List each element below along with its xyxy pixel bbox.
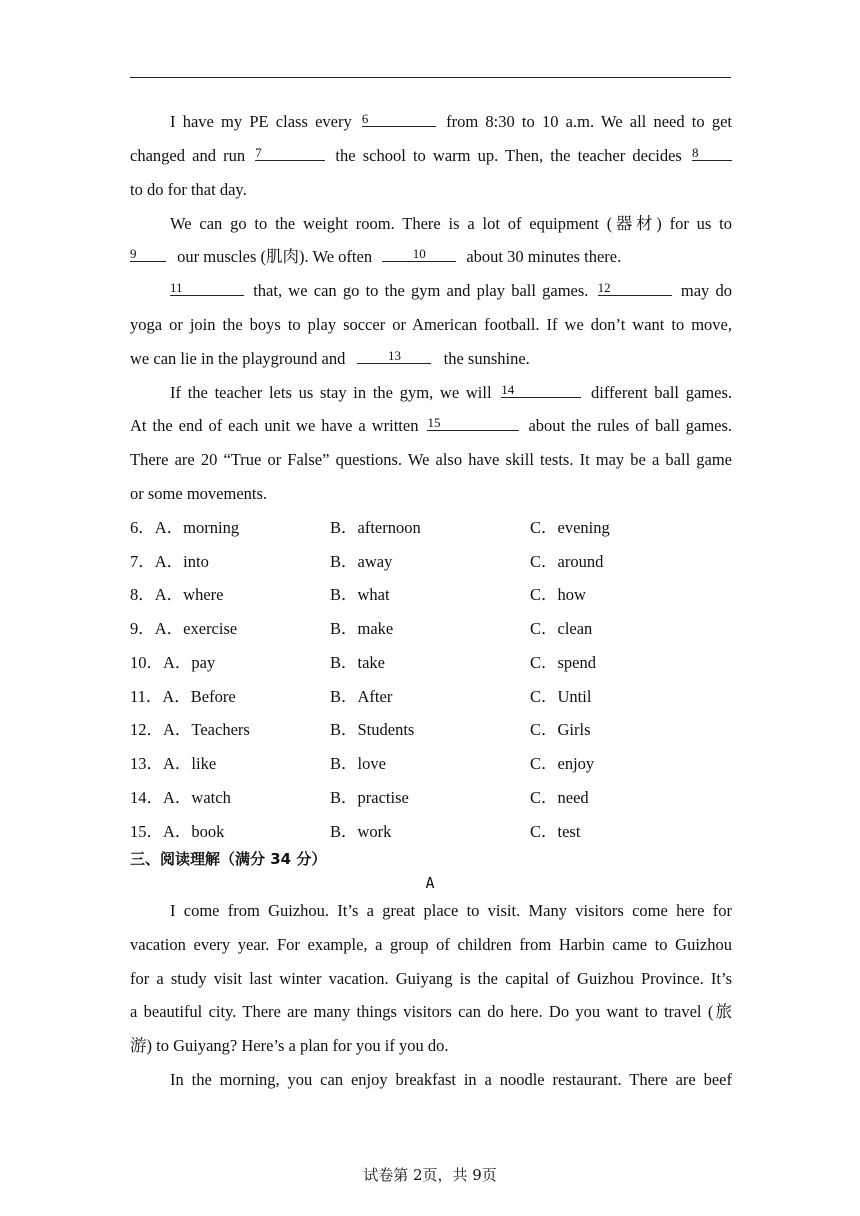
option-c: C．enjoy — [530, 754, 595, 773]
blank-7: 7 — [255, 146, 325, 161]
cloze-line: We can go to the weight room. There is a lot of equipment (器材) for us to — [170, 214, 732, 233]
option-a: 14．A．watch — [130, 788, 231, 807]
option-a: 15．A．book — [130, 822, 225, 841]
option-c: C．need — [530, 788, 589, 807]
option-b: B．afternoon — [330, 518, 421, 537]
option-row — [130, 788, 732, 808]
option-c: C．evening — [530, 518, 610, 537]
reading-line: I come from Guizhou. It’s a great place to visit. Many visitors come here for — [170, 901, 732, 920]
passage-label: A — [425, 874, 435, 892]
option-a: 10．A．pay — [130, 653, 216, 672]
blank-14: 14 — [501, 383, 581, 398]
option-a: 8．A．where — [130, 585, 224, 604]
cloze-line: yoga or join the boys to play soccer or American football. If we don’t want to move, — [130, 315, 732, 334]
option-b: B．what — [330, 585, 390, 604]
cloze-line: If the teacher lets us stay in the gym, we will 14 different ball games. — [170, 382, 733, 402]
option-b: B．practise — [330, 788, 409, 807]
option-row — [130, 585, 732, 605]
option-b: B．After — [330, 687, 393, 706]
cloze-line: changed and run 7 the school to warm up. Then, the teacher decides 8 — [130, 146, 732, 166]
cloze-line: There are 20 “True or False” questions. We also have skill tests. It may be a ball game — [130, 450, 732, 469]
cloze-line: 9 our muscles (肌肉). We often 10 about 30 minutes there. — [130, 246, 622, 266]
option-a: 12．A．Teachers — [130, 720, 250, 739]
option-b: B．work — [330, 822, 392, 841]
blank-10: 10 — [382, 247, 456, 262]
blank-9: 9 — [130, 247, 166, 262]
blank-11: 11 — [170, 281, 244, 296]
cloze-line: 11 that, we can go to the gym and play ball games. 12 may do — [170, 280, 732, 300]
blank-6: 6 — [362, 112, 436, 127]
option-b: B．Students — [330, 720, 415, 739]
option-a: 11．A．Before — [130, 687, 236, 706]
cloze-line: At the end of each unit we have a written 15 about the rules of ball games. — [130, 415, 733, 435]
option-row — [130, 720, 732, 740]
option-row — [130, 822, 732, 842]
cloze-line: I have my PE class every 6 from 8:30 to 10 a.m. We all need to get — [170, 111, 733, 131]
option-row — [130, 552, 732, 572]
reading-line: a beautiful city. There are many things visitors can do here. Do you want to travel (旅 — [130, 1002, 732, 1021]
option-c: C．Until — [530, 687, 592, 706]
blank-12: 12 — [598, 281, 672, 296]
reading-line: for a study visit last winter vacation. Guiyang is the capital of Guizhou Province. It’s — [130, 969, 732, 988]
option-b: B．take — [330, 653, 385, 672]
option-c: C．clean — [530, 619, 593, 638]
option-b: B．love — [330, 754, 386, 773]
blank-15: 15 — [427, 416, 519, 431]
option-row — [130, 754, 732, 774]
option-row — [130, 619, 732, 639]
reading-line: vacation every year. For example, a group of children from Harbin came to Guizhou — [130, 935, 732, 954]
option-a: 6．A．morning — [130, 518, 240, 537]
option-b: B．make — [330, 619, 394, 638]
option-a: 7．A．into — [130, 552, 209, 571]
option-c: C．how — [530, 585, 586, 604]
header-rule — [130, 77, 731, 78]
section-title: 三、阅读理解（满分 34 分） — [130, 850, 327, 868]
option-row — [130, 687, 732, 707]
option-a: 13．A．like — [130, 754, 217, 773]
blank-13: 13 — [357, 349, 431, 364]
option-c: C．Girls — [530, 720, 591, 739]
option-a: 9．A．exercise — [130, 619, 238, 638]
reading-line: In the morning, you can enjoy breakfast in a noodle restaurant. There are beef — [170, 1070, 732, 1089]
blank-8: 8 — [692, 146, 732, 161]
cloze-line: we can lie in the playground and 13 the sunshine. — [130, 348, 530, 368]
option-row — [130, 653, 732, 673]
option-b: B．away — [330, 552, 393, 571]
option-c: C．spend — [530, 653, 596, 672]
option-c: C．around — [530, 552, 604, 571]
cloze-line: to do for that day. — [130, 180, 247, 199]
cloze-line: or some movements. — [130, 484, 268, 503]
reading-line: 游) to Guiyang? Here’s a plan for you if you do. — [130, 1036, 449, 1055]
option-c: C．test — [530, 822, 581, 841]
page-footer: 试卷第 2页，共 9页 — [363, 1166, 497, 1184]
option-row — [130, 518, 732, 538]
